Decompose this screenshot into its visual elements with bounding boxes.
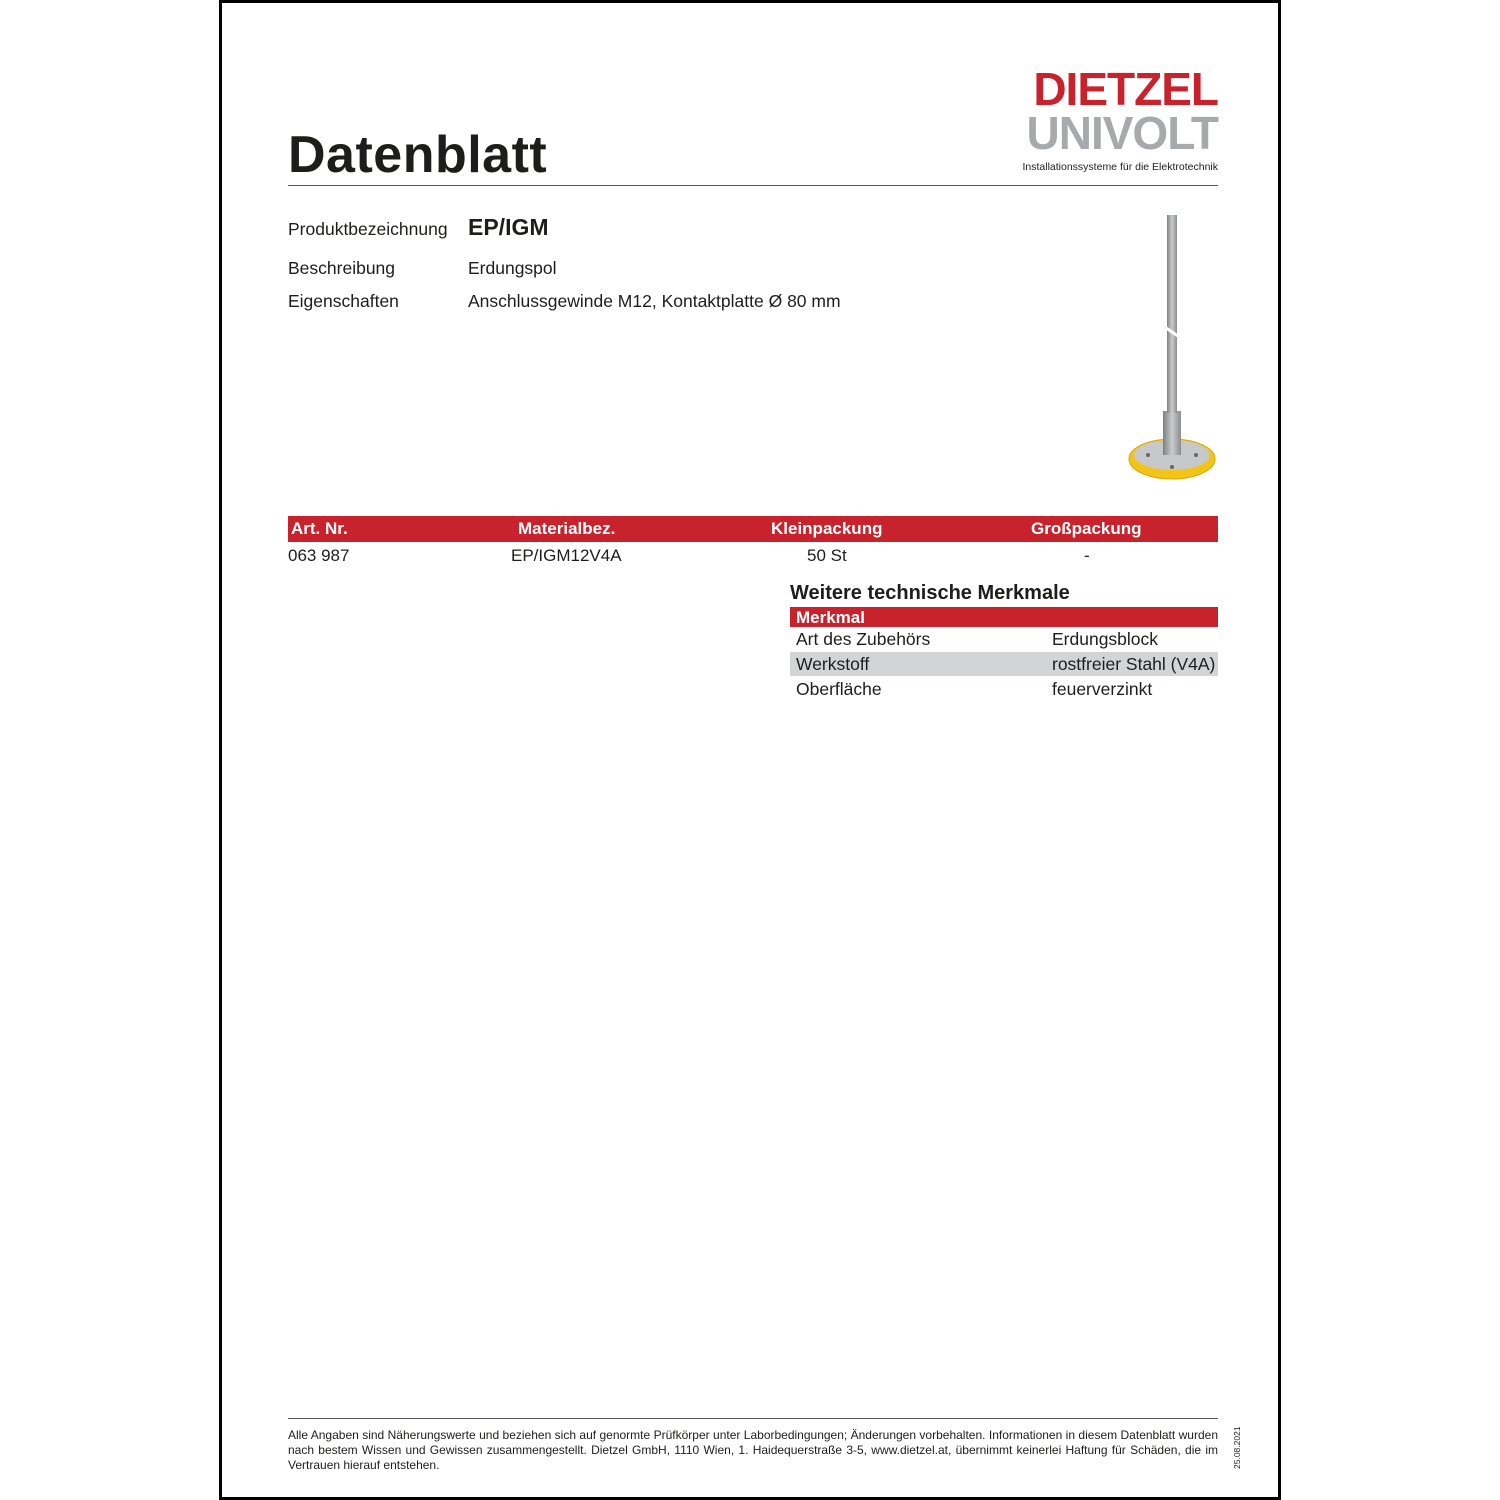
label-produktbezeichnung: Produktbezeichnung bbox=[288, 219, 448, 239]
table-cell-art-nr: 063 987 bbox=[288, 546, 350, 565]
footer-divider bbox=[288, 1418, 1218, 1419]
col-header-kleinpackung: Kleinpackung bbox=[771, 519, 883, 538]
features-title: Weitere technische Merkmale bbox=[790, 582, 1070, 604]
footer-disclaimer: Alle Angaben sind Näherungswerte und beziehen sich auf genormte Prüfkörper unter Laborbedingungen; Änderungen vorbehalten. Informationen in diesem Datenblatt wurden nach bestem Wissen und Gewissen zusammengestellt. Dietzel GmbH, 1110 Wien, 1. Haidequerstraße 3-5, www.dietzel.at, übernimmt keinerlei Haftung für Schäden, die im Vertrauen hierauf entstehen. bbox=[288, 1428, 1218, 1472]
col-header-materialbez: Materialbez. bbox=[518, 519, 616, 538]
feature-key: Oberfläche bbox=[796, 679, 882, 699]
feature-value: rostfreier Stahl (V4A) bbox=[1052, 654, 1216, 674]
feature-row bbox=[790, 652, 1218, 676]
logo-line-1: DIETZEL bbox=[1033, 63, 1218, 115]
company-logo bbox=[1012, 63, 1218, 173]
document-date: 25.08.2021 bbox=[1232, 1426, 1242, 1469]
value-produktbezeichnung: EP/IGM bbox=[468, 214, 549, 240]
label-eigenschaften: Eigenschaften bbox=[288, 291, 399, 311]
logo-line-2: UNIVOLT bbox=[1026, 107, 1218, 159]
page-title: Datenblatt bbox=[288, 126, 548, 184]
datasheet-page bbox=[219, 0, 1281, 1500]
feature-key: Werkstoff bbox=[796, 654, 870, 674]
feature-value: Erdungsblock bbox=[1052, 629, 1159, 649]
table-cell-grosspackung: - bbox=[1084, 546, 1090, 565]
features-header bbox=[790, 607, 1218, 627]
col-header-art-nr: Art. Nr. bbox=[291, 519, 348, 538]
label-beschreibung: Beschreibung bbox=[288, 258, 396, 278]
table-cell-materialbez: EP/IGM12V4A bbox=[511, 546, 622, 565]
value-eigenschaften: Anschlussgewinde M12, Kontaktplatte Ø 80 mm bbox=[468, 291, 841, 311]
features-header-label: Merkmal bbox=[796, 608, 865, 627]
feature-row bbox=[790, 627, 1218, 651]
table-cell-kleinpackung: 50 St bbox=[807, 546, 847, 565]
logo-tagline: Installationssysteme für die Elektrotechnik bbox=[1022, 161, 1218, 173]
value-beschreibung: Erdungspol bbox=[468, 258, 557, 278]
article-table-header bbox=[288, 516, 1218, 542]
feature-key: Art des Zubehörs bbox=[796, 629, 931, 649]
product-image bbox=[1122, 215, 1222, 485]
header-divider bbox=[288, 185, 1218, 186]
feature-value: feuerverzinkt bbox=[1052, 679, 1153, 699]
feature-row bbox=[790, 677, 1218, 701]
col-header-grosspackung: Großpackung bbox=[1031, 519, 1142, 538]
